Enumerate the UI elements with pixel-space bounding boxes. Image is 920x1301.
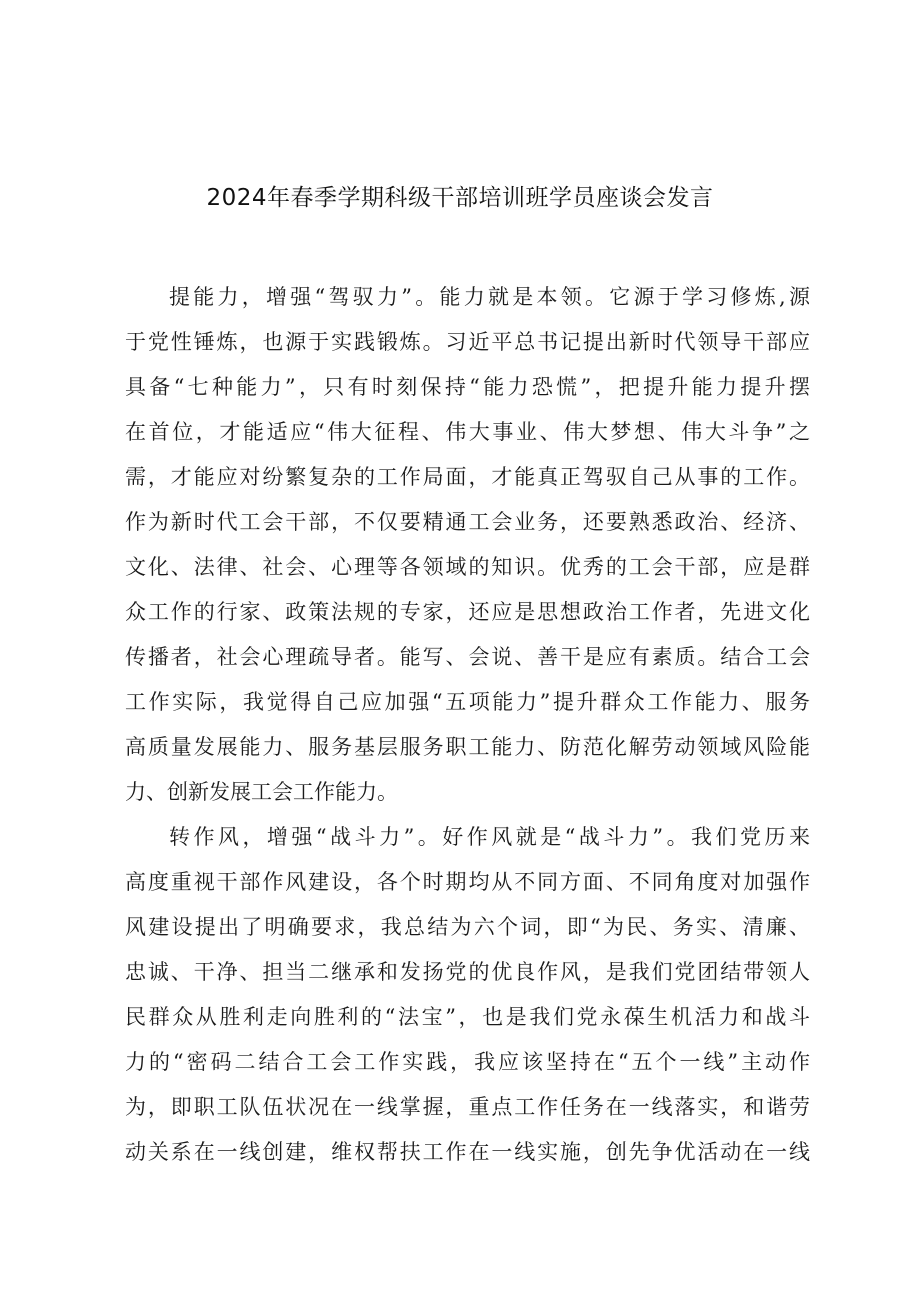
document-title: 2024年春季学期科级干部培训班学员座谈会发言 [206,185,714,211]
text-line: 高质量发展能力、服务基层服务职工能力、防范化解劳动领域风险能 [125,735,810,759]
text-line: 民群众从胜利走向胜利的“法宝”，也是我们党永葆生机活力和战斗 [125,1005,810,1029]
text-line: 忠诚、干净、担当二继承和发扬党的优良作风，是我们党团结带领人 [125,960,810,984]
text-line: 转作风，增强“战斗力”。好作风就是“战斗力”。我们党历来 [169,825,810,849]
text-line: 众工作的行家、政策法规的专家，还应是思想政治工作者，先进文化 [125,600,810,624]
text-line: 力、创新发展工会工作能力。 [125,780,398,804]
text-line: 传播者，社会心理疏导者。能写、会说、善干是应有素质。结合工会 [125,645,810,669]
text-line: 动关系在一线创建，维权帮扶工作在一线实施，创先争优活动在一线 [125,1140,810,1164]
text-line: 于党性锤炼，也源于实践锻炼。习近平总书记提出新时代领导干部应 [125,330,810,354]
text-line: 文化、法律、社会、心理等各领域的知识。优秀的工会干部，应是群 [125,555,810,579]
text-line: 高度重视干部作风建设，各个时期均从不同方面、不同角度对加强作 [125,870,810,894]
text-line: 具备“七种能力”，只有时刻保持“能力恐慌”，把提升能力提升摆 [125,375,810,399]
text-line: 提能力，增强“驾驭力”。能力就是本领。它源于学习修炼,源 [169,285,810,309]
document-body [125,275,810,1175]
text-line: 风建设提出了明确要求，我总结为六个词，即“为民、务实、清廉、 [125,915,810,939]
text-line: 作为新时代工会干部，不仅要精通工会业务，还要熟悉政治、经济、 [125,510,810,534]
paragraph-ability [125,275,810,815]
text-line: 在首位，才能适应“伟大征程、伟大事业、伟大梦想、伟大斗争”之 [125,420,810,444]
text-line: 为，即职工队伍状况在一线掌握，重点工作任务在一线落实，和谐劳 [125,1095,810,1119]
text-line: 需，才能应对纷繁复杂的工作局面，才能真正驾驭自己从事的工作。 [125,465,810,489]
text-line: 工作实际，我觉得自己应加强“五项能力”提升群众工作能力、服务 [125,690,810,714]
text-line: 力的“密码二结合工会工作实践，我应该坚持在“五个一线”主动作 [125,1050,810,1074]
paragraph-style [125,815,810,1175]
